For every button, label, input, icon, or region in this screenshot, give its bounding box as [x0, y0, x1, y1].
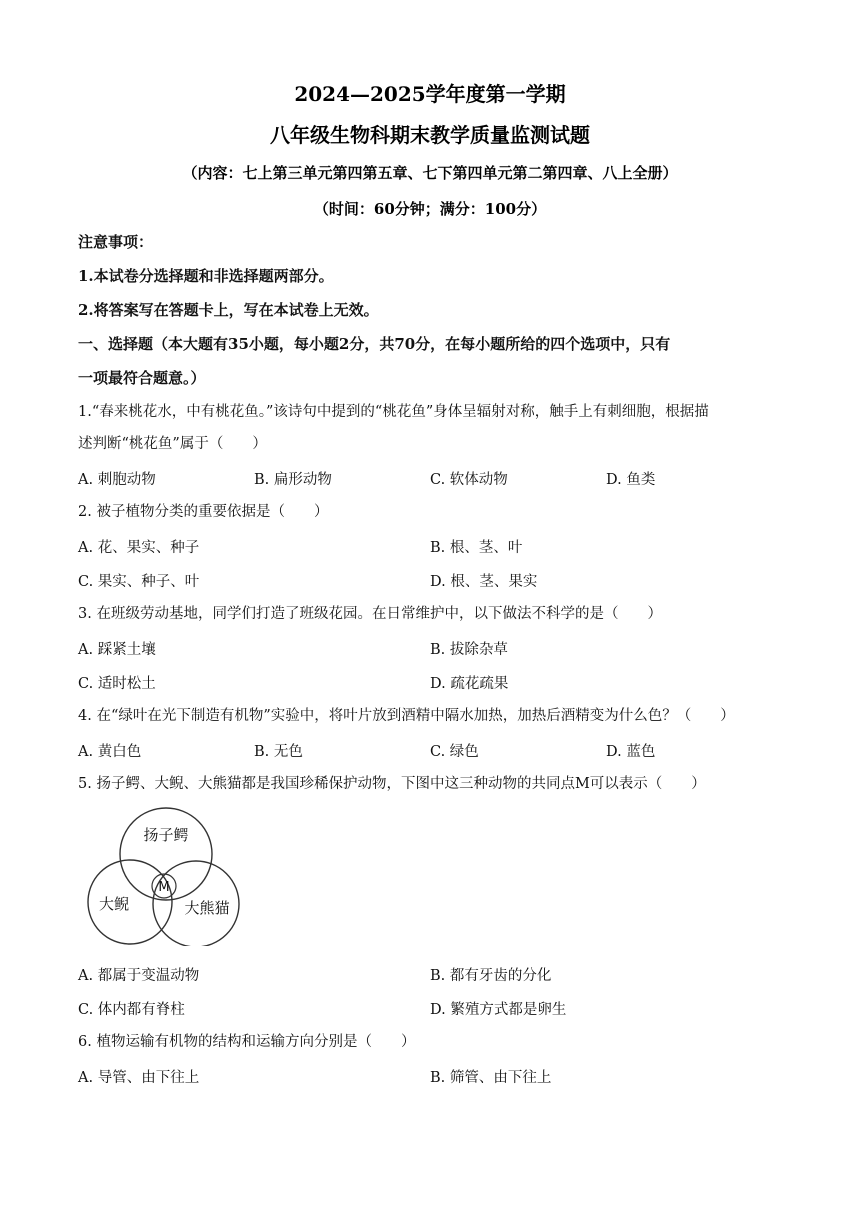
question-1-option-b[interactable]: B. 扁形动物 [254, 472, 332, 488]
question-5-option-d[interactable]: D. 繁殖方式都是卵生 [430, 1002, 567, 1018]
question-4-option-a[interactable]: A. 黄白色 [78, 744, 142, 760]
venn-label-top: 扬子鳄 [143, 826, 189, 844]
question-1-stem: 1.“春来桃花水，中有桃花鱼。”该诗句中提到的“桃花鱼”身体呈辐射对称，触手上有刺细胞，根据描 [78, 404, 709, 420]
question-4-option-d[interactable]: D. 蓝色 [606, 744, 656, 760]
question-2-option-d[interactable]: D. 根、茎、果实 [430, 574, 538, 590]
question-2-option-a[interactable]: A. 花、果实、种子 [78, 540, 200, 556]
question-3-option-c[interactable]: C. 适时松土 [78, 676, 156, 692]
question-6-option-a[interactable]: A. 导管、由下往上 [78, 1070, 200, 1086]
question-5-option-a[interactable]: A. 都属于变温动物 [78, 968, 200, 984]
question-4-stem: 4. 在“绿叶在光下制造有机物”实验中，将叶片放到酒精中隔水加热，加热后酒精变为什么色？（ ） [78, 708, 735, 724]
question-4-option-b[interactable]: B. 无色 [254, 744, 303, 760]
venn-label-right: 大熊猫 [184, 899, 230, 917]
venn-label-center: M [158, 880, 170, 895]
venn-diagram [84, 806, 254, 946]
question-3-option-a[interactable]: A. 踩紧土壤 [78, 642, 156, 658]
exam-title-year: 2024—2025学年度第一学期 [294, 82, 566, 106]
notes-heading: 注意事项： [78, 233, 154, 251]
question-5-stem: 5. 扬子鳄、大鲵、大熊猫都是我国珍稀保护动物，下图中这三种动物的共同点M可以表示（ ） [78, 776, 706, 792]
exam-content-note: （内容：七上第三单元第四第五章、七下第四单元第二第四章、八上全册） [182, 164, 678, 182]
question-3-stem: 3. 在班级劳动基地，同学们打造了班级花园。在日常维护中，以下做法不科学的是（ ） [78, 606, 662, 622]
section-1-heading-cont: 一项最符合题意。） [78, 369, 206, 387]
question-2-stem: 2. 被子植物分类的重要依据是（ ） [78, 504, 329, 520]
question-1-stem-cont: 述判断“桃花鱼”属于（ ） [78, 436, 267, 452]
exam-title-subject: 八年级生物科期末教学质量监测试题 [270, 123, 590, 147]
question-2-option-b[interactable]: B. 根、茎、叶 [430, 540, 523, 556]
section-1-heading: 一、选择题（本大题有35小题，每小题2分，共70分，在每小题所给的四个选项中，只有 [78, 335, 671, 353]
notes-item-1: 1.本试卷分选择题和非选择题两部分。 [78, 267, 334, 285]
question-5-option-c[interactable]: C. 体内都有脊柱 [78, 1002, 185, 1018]
question-6-option-b[interactable]: B. 筛管、由下往上 [430, 1070, 552, 1086]
question-1-option-c[interactable]: C. 软体动物 [430, 472, 508, 488]
question-1-option-d[interactable]: D. 鱼类 [606, 472, 656, 488]
question-1-option-a[interactable]: A. 刺胞动物 [78, 472, 156, 488]
question-3-option-d[interactable]: D. 疏花疏果 [430, 676, 509, 692]
notes-item-2: 2.将答案写在答题卡上，写在本试卷上无效。 [78, 301, 379, 319]
venn-label-left: 大鲵 [98, 895, 130, 913]
question-3-option-b[interactable]: B. 拔除杂草 [430, 642, 508, 658]
question-4-option-c[interactable]: C. 绿色 [430, 744, 479, 760]
question-6-stem: 6. 植物运输有机物的结构和运输方向分别是（ ） [78, 1034, 416, 1050]
exam-time-note: （时间：60分钟；满分：100分） [313, 200, 547, 218]
question-5-option-b[interactable]: B. 都有牙齿的分化 [430, 968, 552, 984]
question-2-option-c[interactable]: C. 果实、种子、叶 [78, 574, 200, 590]
